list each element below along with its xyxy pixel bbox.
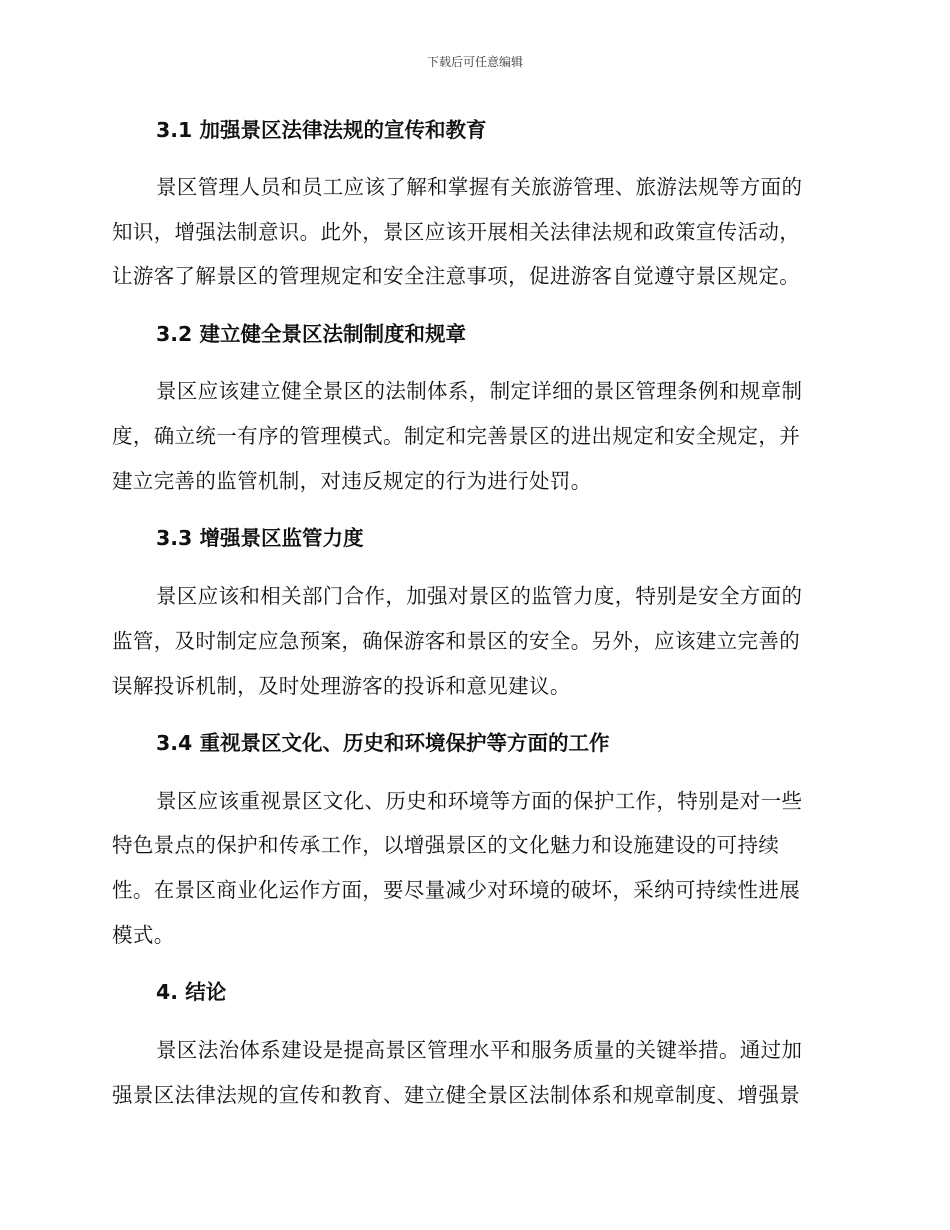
paragraph-line: 度，确立统一有序的管理模式。制定和完善景区的进出规定和安全规定，并 [112, 424, 801, 448]
paragraph-line: 景区应该建立健全景区的法制体系，制定详细的景区管理条例和规章制 [156, 379, 803, 403]
section-heading-4: 4. 结论 [156, 980, 227, 1004]
paragraph-line: 模式。 [112, 923, 175, 947]
paragraph-line: 景区管理人员和员工应该了解和掌握有关旅游管理、旅游法规等方面的 [156, 175, 803, 199]
paragraph-line: 知识，增强法制意识。此外，景区应该开展相关法律法规和政策宣传活动， [112, 220, 801, 244]
paragraph-line: 景区法治体系建设是提高景区管理水平和服务质量的关键举措。通过加 [156, 1038, 803, 1062]
page-header: 下载后可任意编辑 [426, 55, 523, 69]
paragraph-line: 让游客了解景区的管理规定和安全注意事项，促进游客自觉遵守景区规定。 [112, 264, 801, 288]
paragraph-line: 强景区法律法规的宣传和教育、建立健全景区法制体系和规章制度、增强景 [112, 1083, 801, 1107]
paragraph-line: 误解投诉机制，及时处理游客的投诉和意见建议。 [112, 674, 571, 698]
paragraph-line: 建立完善的监管机制，对违反规定的行为进行处罚。 [112, 469, 592, 493]
paragraph-line: 特色景点的保护和传承工作，以增强景区的文化魅力和设施建设的可持续 [112, 833, 780, 857]
paragraph-line: 性。在景区商业化运作方面，要尽量减少对环境的破坏，采纳可持续性进展 [112, 878, 801, 902]
section-heading-3-3: 3.3 增强景区监管力度 [156, 526, 364, 550]
paragraph-line: 景区应该和相关部门合作，加强对景区的监管力度，特别是安全方面的 [156, 584, 803, 608]
section-heading-3-2: 3.2 建立健全景区法制制度和规章 [156, 322, 466, 346]
paragraph-line: 监管，及时制定应急预案，确保游客和景区的安全。另外，应该建立完善的 [112, 629, 801, 653]
section-heading-3-4: 3.4 重视景区文化、历史和环境保护等方面的工作 [156, 731, 610, 755]
section-heading-3-1: 3.1 加强景区法律法规的宣传和教育 [156, 118, 487, 142]
paragraph-line: 景区应该重视景区文化、历史和环境等方面的保护工作，特别是对一些 [156, 789, 803, 813]
